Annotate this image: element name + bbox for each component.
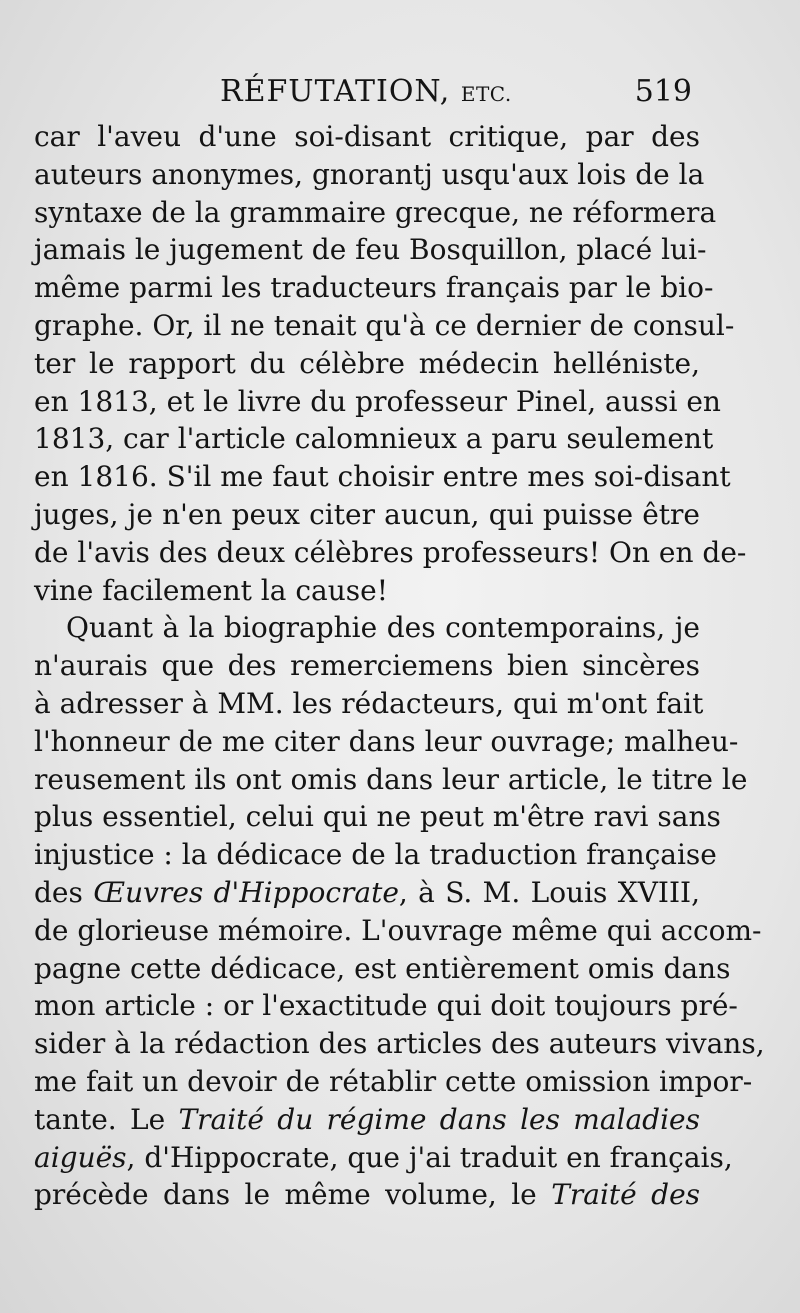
text-line: en 1816. S'il me faut choisir entre mes soi-disant bbox=[34, 460, 731, 494]
text-line: sider à la rédaction des articles des auteurs vivans, bbox=[34, 1027, 765, 1061]
text-line: reusement ils ont omis dans leur article, le titre le bbox=[34, 762, 748, 796]
text-line: de l'avis des deux célèbres professeurs! On en de- bbox=[34, 535, 747, 569]
text-line: injustice : la dédicace de la traduction française bbox=[34, 838, 717, 872]
italic-title: Traité des bbox=[551, 1178, 701, 1212]
text-line: graphe. Or, il ne tenait qu'à ce dernier de consul- bbox=[34, 308, 735, 342]
text-line: tante. Le Traité du régime dans les maladies bbox=[34, 1102, 700, 1136]
text-line: jamais le jugement de feu Bosquillon, placé lui- bbox=[34, 233, 707, 267]
text-line: aiguës, d'Hippocrate, que j'ai traduit en français, bbox=[34, 1140, 733, 1174]
italic-title: Œuvres d'Hippocrate bbox=[93, 875, 399, 909]
italic-title: aiguës bbox=[34, 1140, 127, 1174]
text-line: plus essentiel, celui qui ne peut m'être ravi sans bbox=[34, 800, 721, 834]
text-line: pagne cette dédicace, est entièrement omis dans bbox=[34, 951, 731, 985]
body-text bbox=[34, 118, 765, 1214]
text-line: ter le rapport du célèbre médecin helléniste, bbox=[34, 346, 700, 380]
text-line: syntaxe de la grammaire grecque, ne réformera bbox=[34, 195, 717, 229]
text-line: en 1813, et le livre du professeur Pinel, aussi en bbox=[34, 384, 721, 418]
text-line: juges, je n'en peux citer aucun, qui puisse être bbox=[34, 497, 700, 531]
text-line: n'aurais que des remerciemens bien sincères bbox=[34, 649, 700, 683]
running-title-suffix: ETC. bbox=[460, 82, 512, 106]
text-line: mon article : or l'exactitude qui doit toujours pré- bbox=[34, 989, 738, 1023]
page-number: 519 bbox=[634, 74, 692, 109]
running-title: RÉFUTATION, ETC. bbox=[220, 74, 512, 109]
text-line: à adresser à MM. les rédacteurs, qui m'ont fait bbox=[34, 686, 704, 720]
text-line: car l'aveu d'une soi-disant critique, par des bbox=[34, 120, 700, 153]
running-header bbox=[0, 72, 800, 116]
text-line: vine facilement la cause! bbox=[34, 573, 388, 607]
text-line: 1813, car l'article calomnieux a paru seulement bbox=[34, 422, 714, 456]
text-line: me fait un devoir de rétablir cette omission impor- bbox=[34, 1064, 753, 1098]
text-line: même parmi les traducteurs français par le bio- bbox=[34, 271, 714, 305]
text-line: de glorieuse mémoire. L'ouvrage même qui accom- bbox=[34, 913, 762, 947]
italic-title: Traité du régime dans les maladies bbox=[178, 1102, 700, 1136]
text-line: auteurs anonymes, gnorantj usqu'aux lois de la bbox=[34, 157, 705, 191]
paragraph-start-line: Quant à la biographie des contemporains, je bbox=[66, 611, 700, 645]
text-line: des Œuvres d'Hippocrate, à S. M. Louis XVIII, bbox=[34, 875, 701, 909]
text-line: précède dans le même volume, le Traité des bbox=[34, 1178, 701, 1212]
text-line: l'honneur de me citer dans leur ouvrage; malheu- bbox=[34, 724, 739, 758]
